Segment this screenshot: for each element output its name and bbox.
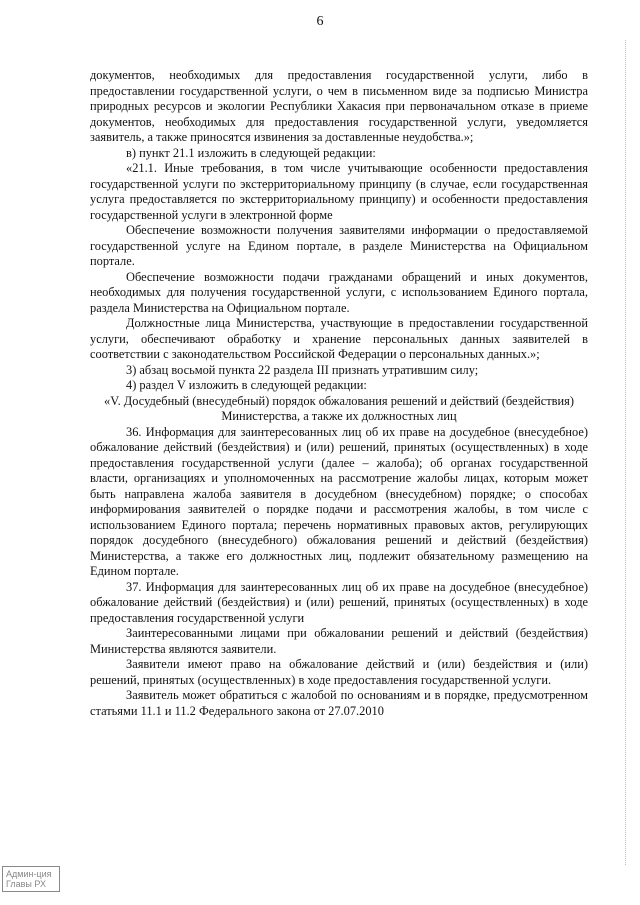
- paragraph: Заинтересованными лицами при обжаловании решений и действий (бездействия) Министерства являются заявители.: [90, 626, 588, 656]
- page-number: 6: [316, 14, 324, 29]
- paragraph: 37. Информация для заинтересованных лиц об их праве на досудебное (внесудебное) обжалование действий (бездействия) и (или) решений, принятых (осуществленных) в ходе предоставления государственной услуги: [90, 579, 588, 625]
- office-stamp: [2, 866, 60, 892]
- document-body: [90, 68, 588, 719]
- paragraph: «21.1. Иные требования, в том числе учитывающие особенности предоставления государственной услуги по экстерриториальному принципу (в случае, если государственная услуга предоставляется по экстерриториальному принципу) и особенности предоставления государственной услуги в электронной форме: [90, 161, 588, 222]
- paragraph: 4) раздел V изложить в следующей редакции:: [126, 378, 367, 392]
- paragraph: Обеспечение возможности подачи гражданами обращений и иных документов, необходимых для получения государственной услуги, с использованием Единого портала, раздела Министерства на Официальном портале.: [90, 269, 588, 315]
- paragraph: 3) абзац восьмой пункта 22 раздела III признать утратившим силу;: [126, 362, 479, 377]
- paragraph: Должностные лица Министерства, участвующие в предоставлении государственной услуги, обеспечивают обработку и хранение персональных данных заявителей в соответствии с законодательством Российской Федерации о персональных данных.»;: [90, 316, 588, 361]
- stamp-line-1: Админ-ция: [6, 869, 52, 879]
- paragraph: в) пункт 21.1 изложить в следующей редакции:: [126, 145, 376, 160]
- paragraph: 36. Информация для заинтересованных лиц об их праве на досудебное (внесудебное) обжалование действий (бездействия) и (или) решений, принятых (осуществленных) в ходе предоставления государственной услуги (далее – жалоба); об органах государственной власти, организациях и уполномоченных на рассмотрение жалобы лицах, которым может быть направлена жалоба заявителя в досудебном (внесудебном) порядке; о способах информирования заявителей о порядке подачи и рассмотрения жалобы, в том числе с использованием Единого портала; перечень нормативных правовых актов, регулирующих порядок досудебного (внесудебного) обжалования решений и действий (бездействия) Министерства, а также его должностных лиц, подлежит обязательному размещению на Едином портале.: [90, 424, 588, 578]
- paragraph: документов, необходимых для предоставления государственной услуги, либо в предоставлении государственной услуги, о чем в письменном виде за подписью Министра природных ресурсов и экологии Республики Хакасия при первоначальном отказе в приеме документов, необходимых для предоставления государственной услуги, уведомляется заявитель, а также приносятся извинения за доставленные неудобства.»;: [90, 68, 588, 144]
- stamp-line-2: Главы РХ: [6, 879, 46, 889]
- scan-margin-artifact: [625, 40, 626, 865]
- paragraph: Заявители имеют право на обжалование действий и (или) бездействия и (или) решений, принятых (осуществленных) в ходе предоставления государственной услуги.: [90, 657, 588, 687]
- paragraph: Заявитель может обратиться с жалобой по основаниям и в порядке, предусмотренном статьями 11.1 и 11.2 Федерального закона от 27.07.2010: [90, 688, 588, 718]
- paragraph: «V. Досудебный (внесудебный) порядок обжалования решений и действий (бездействия) Министерства, а также их должностных лиц: [104, 393, 574, 423]
- paragraph: Обеспечение возможности получения заявителями информации о предоставляемой государственной услуге на Едином портале, в разделе Министерства на Официальном портале.: [90, 223, 588, 268]
